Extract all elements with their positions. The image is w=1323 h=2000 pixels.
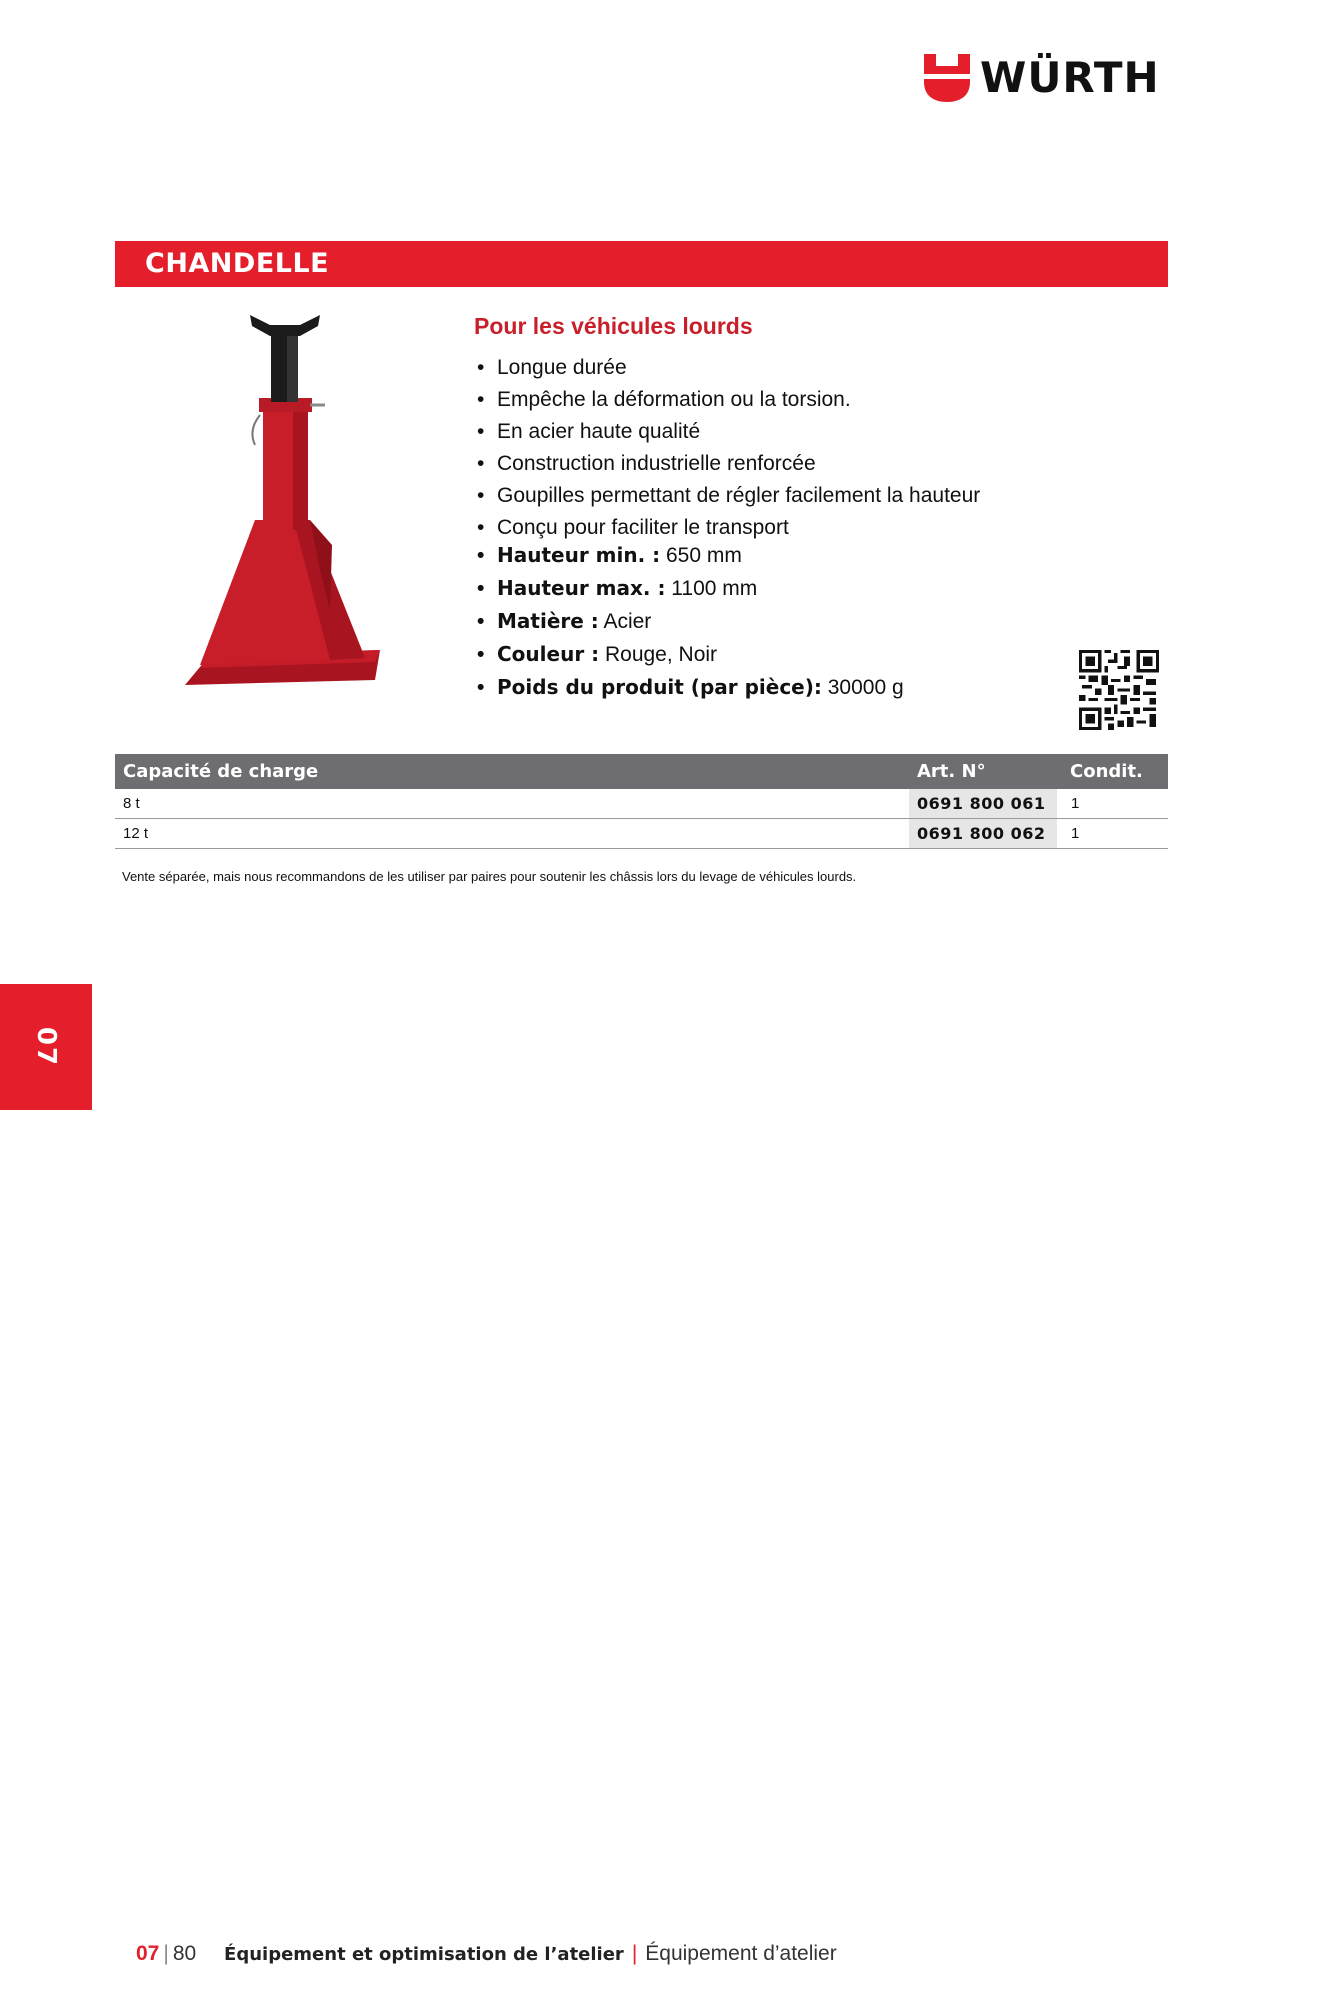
wurth-logo-icon <box>922 52 972 104</box>
feature-list <box>474 352 1074 544</box>
feature-item: • Empêche la déformation ou la torsion. <box>474 384 1074 416</box>
spec-value: 650 mm <box>660 544 742 567</box>
spec-label: Matière : <box>497 609 599 633</box>
spec-label: Poids du produit (par pièce): <box>497 675 822 699</box>
article-table <box>115 754 1168 849</box>
header-capacity: Capacité de charge <box>123 761 319 782</box>
spec-list <box>474 539 1094 704</box>
header-cond: Condit. <box>1070 761 1143 782</box>
feature-item: • En acier haute qualité <box>474 416 1074 448</box>
feature-item: • Longue durée <box>474 352 1074 384</box>
wurth-logo <box>922 52 1170 104</box>
footer-chapter-number: 07 <box>136 1942 160 1965</box>
header-art: Art. N° <box>917 761 986 782</box>
product-title: CHANDELLE <box>145 248 330 279</box>
cell-art-number: 0691 800 061 <box>909 789 1057 818</box>
table-header <box>115 754 1168 789</box>
spec-item <box>474 638 1094 671</box>
feature-item: • Construction industrielle renforcée <box>474 448 1074 480</box>
cell-capacity: 12 t <box>123 825 149 842</box>
spec-value: 30000 g <box>821 676 904 699</box>
footer-chapter-title: Équipement et optimisation de l’atelier <box>224 1944 624 1965</box>
spec-label: Couleur : <box>497 642 600 666</box>
product-title-bar <box>115 241 1168 287</box>
footer-section: Équipement d’atelier <box>645 1942 837 1965</box>
chapter-side-tab-label: 07 <box>31 1026 61 1068</box>
spec-label: Hauteur min. : <box>497 543 661 567</box>
brand-name: WÜRTH <box>980 53 1160 102</box>
cell-cond: 1 <box>1071 825 1080 842</box>
cell-cond: 1 <box>1071 795 1080 812</box>
footer-page-number: 80 <box>172 1942 197 1965</box>
usage-note: Vente séparée, mais nous recommandons de les utiliser par paires pour soutenir les châssis lors du levage de véhicules lourds. <box>122 869 857 884</box>
qr-code-icon[interactable] <box>1079 650 1159 730</box>
table-row <box>115 819 1168 849</box>
spec-value: Rouge, Noir <box>599 643 718 666</box>
spec-value: 1100 mm <box>665 577 758 600</box>
table-row <box>115 789 1168 819</box>
footer-separator: | <box>163 1942 169 1965</box>
cell-art-number: 0691 800 062 <box>909 819 1057 848</box>
page-footer <box>136 1942 837 1966</box>
spec-item <box>474 605 1094 638</box>
cell-capacity: 8 t <box>123 795 140 812</box>
spec-label: Hauteur max. : <box>497 576 666 600</box>
product-subtitle: Pour les véhicules lourds <box>474 313 753 339</box>
footer-divider: | <box>631 1942 638 1965</box>
feature-item: • Goupilles permettant de régler facilement la hauteur <box>474 480 1074 512</box>
spec-value: Acier <box>598 610 652 633</box>
feature-item: • Conçu pour faciliter le transport <box>474 512 1074 544</box>
chapter-side-tab[interactable] <box>0 984 92 1110</box>
spec-item <box>474 572 1094 605</box>
spec-item <box>474 671 1094 704</box>
jack-stand-image <box>160 310 420 690</box>
spec-item <box>474 539 1094 572</box>
